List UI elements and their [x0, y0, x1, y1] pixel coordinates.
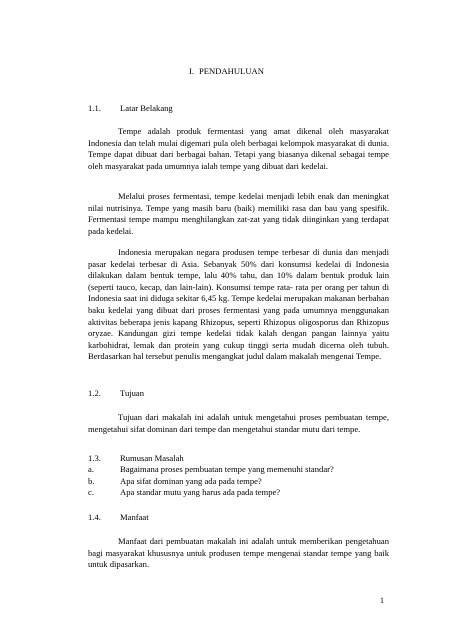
- section-heading-rumusan-masalah: [88, 453, 388, 465]
- page-number: 1: [380, 596, 384, 605]
- chapter-number: I.: [189, 66, 195, 76]
- section-heading-manfaat: [88, 512, 388, 524]
- list-text: Apa sifat dominan yang ada pada tempe?: [120, 475, 262, 486]
- paragraph: Tempe adalah produk fermentasi yang amat dikenal oleh masyarakat Indonesia dan telah mulai digemari pula oleh berbagai kelompok masyarakat di dunia. Tempe dapat dibuat dari berbagai bahan. Tetapi yang biasanya dikenal sebagai tempe oleh masyarakat pada umumnya ialah tempe yang dibuat dari kedelai.: [88, 126, 389, 171]
- list-marker: b.: [88, 475, 95, 486]
- section-number: 1.2.: [88, 388, 101, 398]
- list-marker: a.: [88, 464, 94, 474]
- paragraph: Tujuan dari makalah ini adalah untuk mengetahui proses pembuatan tempe, mengetahui sifat dominan dari tempe dan mengetahui standar mutu dari tempe.: [88, 412, 389, 434]
- section-title: Latar Belakang: [120, 103, 173, 113]
- list-text: Apa standar mutu yang harus ada pada tempe?: [120, 487, 281, 498]
- section-title: Tujuan: [120, 388, 145, 398]
- list-text: Bagaimana proses pembuatan tempe yang memenuhi standar?: [120, 464, 334, 474]
- section-heading-tujuan: [88, 388, 388, 400]
- section-heading-latar-belakang: [88, 103, 388, 115]
- list-item: [88, 487, 389, 499]
- paragraph: Melalui proses fermentasi, tempe kedelai menjadi lebih enak dan meningkat nilai nutrisinya. Tempe yang masih baru (baik) memiliki rasa dan bau yang spesifik. Fermentasi tempe mampu menghilangkan zat-zat yang tidak diinginkan yang terdapat pada kedelai.: [88, 191, 389, 236]
- problem-list: [88, 464, 389, 499]
- chapter-title: PENDAHULUAN: [199, 66, 264, 76]
- list-marker: c.: [88, 487, 94, 498]
- section-number: 1.4.: [88, 512, 101, 522]
- paragraph: Indonesia merupakan negara produsen tempe terbesar di dunia dan menjadi pasar kedelai terbesar di Asia. Sebanyak 50% dari konsumsi kedelai di Indonesia dilakukan dalam bentuk tempe, lalu 40% tahu, dan 10% dalam bentuk produk lain (seperti tauco, kecap, dan lain-lain). Konsumsi tempe rata- rata per orang per tahun di Indonesia saat ini diduga sekitar 6,45 kg. Tempe kedelai merupakan makanan berbahan baku kedelai yang dibuat dari proses fermentasi yang pada umumnya menggunakan aktivitas beberapa jenis kapang Rhizopus, seperti Rhizopus oligosporus dan Rhizopus oryzae. Kandungan gizi tempe kedelai tidak kalah dengan pangan lainnya yaitu karbohidrat, lemak dan protein yang cukup tinggi serta mudah dicerna oleh tubuh. Berdasarkan hal tersebut penulis mengangkat judul dalam makalah mengenai Tempe.: [88, 247, 389, 362]
- section-title: Rumusan Masalah: [120, 453, 184, 463]
- paragraph: Manfaat dari pembuatan makalah ini adalah untuk memberikan pengetahuan bagi masyarakat khususnya untuk produsen tempe mengenai standar tempe yang baik untuk dipasarkan.: [88, 536, 389, 570]
- list-item: [88, 464, 389, 476]
- section-number: 1.1.: [88, 103, 101, 113]
- page-title: [0, 66, 453, 78]
- section-title: Manfaat: [120, 512, 149, 522]
- list-item: [88, 476, 389, 488]
- section-number: 1.3.: [88, 453, 101, 463]
